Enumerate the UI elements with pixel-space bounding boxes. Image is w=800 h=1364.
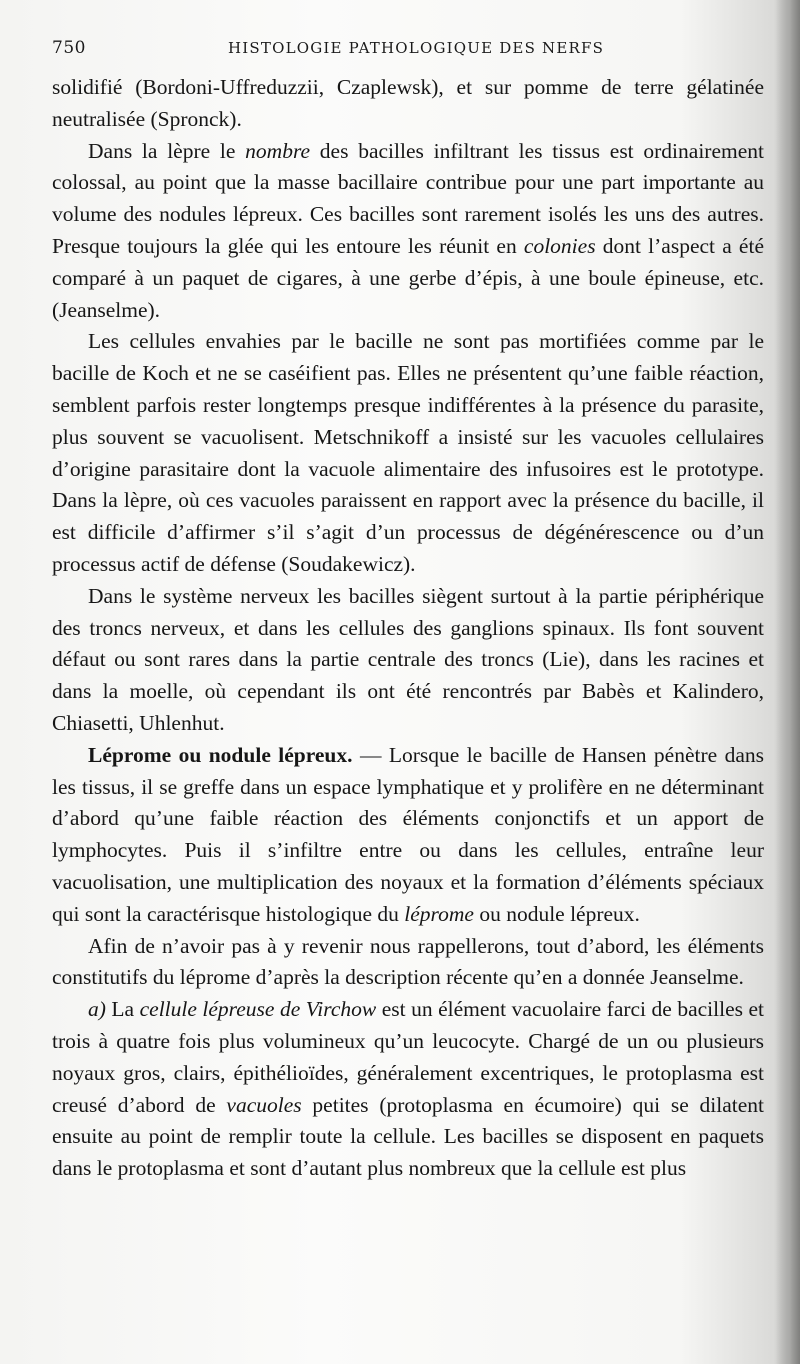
paragraph-7-text-a: La (105, 997, 140, 1022)
paragraph-6-text: Afin de n’avoir pas à y revenir nous rappellerons, tout d’abord, les éléments constitutifs du léprome d’après la description récente qu’en a donnée Jeanselme. (52, 933, 764, 990)
running-title: HISTOLOGIE PATHOLOGIQUE DES NERFS (228, 39, 605, 57)
paragraph-5 (52, 740, 764, 931)
paragraph-7-emphasis-cellule: cellule lépreuse de Virchow (139, 997, 377, 1022)
paragraph-5-text-b: ou nodule lépreux. (473, 901, 640, 926)
paragraph-2 (52, 136, 764, 327)
paragraph-7-text-c: petites (protoplasma en écumoire) qui se dilatent ensuite au point de remplir toute la cellule. Les bacilles se disposent en paquets dans le protoplasma et sont d’autant plus nombreux que la cellule est plus (52, 1092, 764, 1181)
paragraph-2-text-a: Dans la lèpre le (88, 138, 246, 163)
body-text (52, 72, 764, 1185)
page-header (52, 38, 752, 62)
section-heading-leprome: Léprome ou nodule lépreux. (88, 742, 353, 767)
paragraph-4-text: Dans le système nerveux les bacilles siègent surtout à la partie périphérique des troncs nerveux, et dans les cellules des ganglions spinaux. Ils font souvent défaut ou sont rares dans la partie centrale des troncs (Lie), dans les racines et dans la moelle, où cependant ils ont été rencontrés par Babès et Kalindero, Chiasetti, Uhlenhut. (52, 583, 764, 735)
paragraph-5-text-a: — Lorsque le bacille de Hansen pénètre dans les tissus, il se greffe dans un espace lymphatique et y prolifère en ne déterminant d’abord qu’une faible réaction des éléments conjonctifs et un apport de lymphocytes. Puis il s’infiltre entre ou dans les cellules, entraîne leur vacuolisation, une multiplication des noyaux et la formation d’éléments spéciaux qui sont la caractérisque histologique du (52, 742, 765, 926)
paragraph-7-emphasis-vacuoles: vacuoles (226, 1092, 302, 1117)
paragraph-3-text: Les cellules envahies par le bacille ne sont pas mortifiées comme par le bacille de Koch et ne se caséifient pas. Elles ne présentent qu’une faible réaction, semblent parfois rester longtemps presque indifférentes à la présence du parasite, plus souvent se vacuolisent. Metschnikoff a insisté sur les vacuoles cellulaires d’origine parasitaire dont la vacuole alimentaire des infusoires est le prototype. Dans la lèpre, où ces vacuoles paraissent en rapport avec la présence du bacille, il est difficile d’affirmer s’il s’agit d’un processus de dégénérescence ou d’un processus actif de défense (Soudakewicz). (52, 329, 764, 576)
list-marker-a: a) (88, 997, 106, 1022)
paragraph-6 (52, 931, 764, 995)
paragraph-7-text-b: est un élément vacuolaire farci de bacilles et trois à quatre fois plus volumineux qu’un leucocyte. Chargé de un ou plusieurs noyaux gros, clairs, épithélioïdes, généralement excentriques, le protoplasma est creusé d’abord de (52, 997, 765, 1117)
paragraph-2-emphasis-colonies: colonies (523, 233, 596, 258)
paragraph-7 (52, 994, 764, 1185)
paragraph-3 (52, 326, 764, 580)
page-edge-shadow (774, 0, 800, 1364)
paragraph-1 (52, 72, 764, 136)
paragraph-2-text-c: dont l’aspect a été comparé à un paquet de cigares, à une gerbe d’épis, à une boule épineuse, etc. (Jeanselme). (52, 233, 764, 322)
paragraph-2-text-b: des bacilles infiltrant les tissus est ordinairement colossal, au point que la masse bacillaire contribue pour une part importante au volume des nodules lépreux. Ces bacilles sont rarement isolés les uns des autres. Presque toujours la glée qui les entoure les réunit en (52, 138, 764, 258)
paragraph-4 (52, 581, 764, 740)
paragraph-1-text: solidifié (Bordoni-Uffreduzzii, Czaplewsk), et sur pomme de terre gélatinée neutralisée (Spronck). (52, 75, 764, 131)
page-number: 750 (52, 38, 86, 58)
paragraph-5-emphasis-leprome: léprome (404, 901, 474, 926)
paragraph-2-emphasis-nombre: nombre (245, 138, 311, 163)
